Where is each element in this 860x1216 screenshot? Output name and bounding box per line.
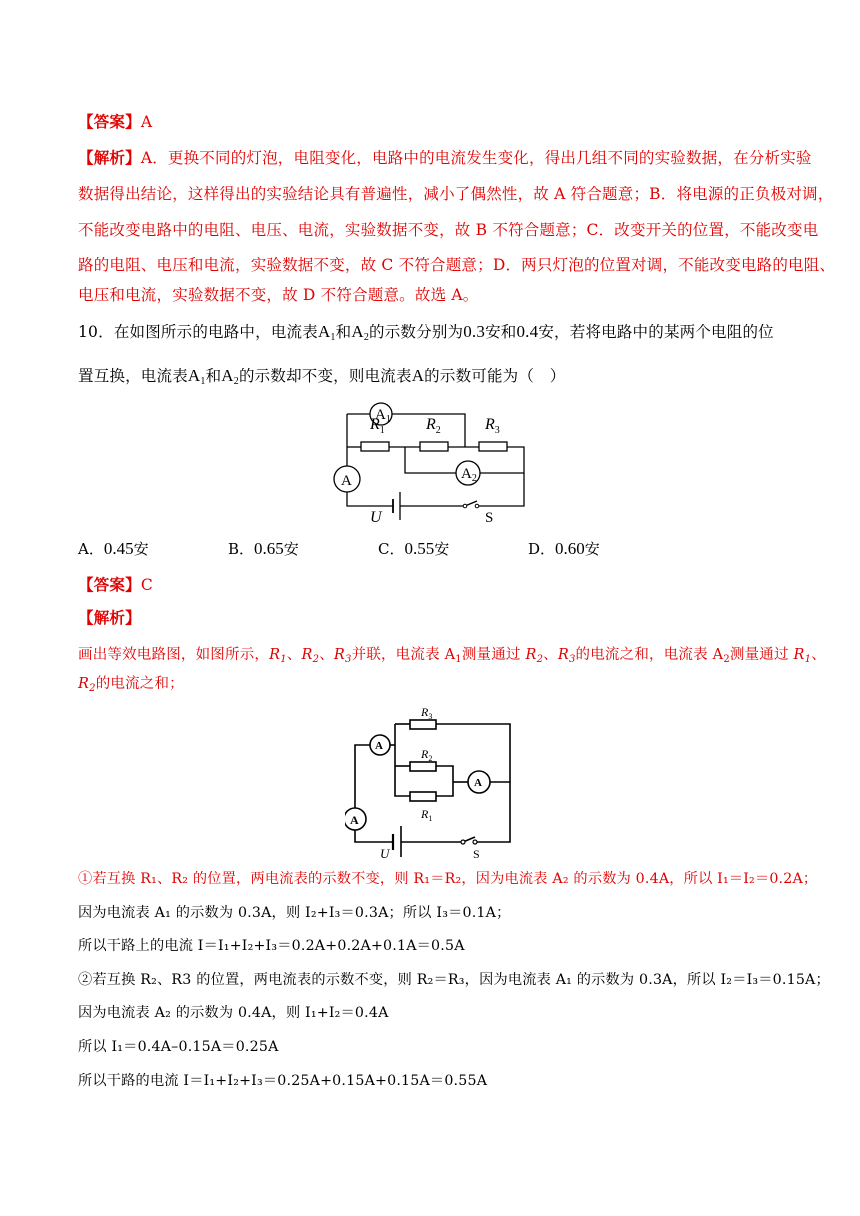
answer-tag: 【答案】 (78, 575, 141, 594)
question-number: 10． (78, 323, 114, 341)
fig1-r3-label: $R_3$ (485, 416, 500, 436)
analysis-line-2: $R_2$的电流之和； (78, 676, 184, 694)
fig2-ammeter-a-label: A (350, 813, 359, 827)
q-sym: A (317, 322, 331, 341)
fig2-r1-label: $R_1$ (421, 807, 433, 823)
prev-analysis-line-4: 路的电阻、电压和电流，实验数据不变，故 C 不符合题意；D．两只灯泡的位置对调，不能改变电路的电阻、 (78, 256, 836, 274)
fig2-u-label: U (380, 846, 390, 860)
q-text: 的示数却不变，则电流表 (238, 367, 412, 385)
case2-line-2: 因为电流表 A₂ 的示数为 0.4A，则 I₁+I₂＝0.4A (78, 1005, 389, 1021)
circuit-diagram-1 (325, 395, 535, 530)
prev-answer (78, 110, 152, 132)
case1-line-2: 因为电流表 A₁ 的示数为 0.3A，则 I₂+I₃＝0.3A；所以 I₃＝0.1A； (78, 905, 511, 921)
q-text: 安，若将电路中的某两个电阻的位 (538, 323, 774, 341)
case2-line-3: 所以 I₁＝0.4A–0.15A＝0.25A (78, 1039, 279, 1055)
prev-answer-value: A (140, 113, 153, 131)
analysis-text: 并联，电流表 A (351, 647, 456, 663)
q-sym: A (187, 366, 201, 385)
option-letter: B． (228, 540, 255, 558)
fig1-s-label: S (485, 510, 494, 526)
option-unit: 安 (283, 540, 299, 558)
fig1-r2-label: $R_2$ (426, 416, 441, 436)
q-sym: A (221, 366, 234, 385)
analysis-text: 、 (543, 647, 558, 663)
analysis-text: 画出等效电路图，如图所示， (78, 647, 270, 663)
q-text: 的示数可能为（ ） (424, 367, 566, 385)
answer-value: C (140, 576, 153, 594)
option-b (228, 538, 299, 559)
question-line-2 (78, 364, 565, 387)
option-value: 0.55 (404, 539, 435, 558)
q-sym: A (351, 322, 364, 341)
fig2-r3-label: $R_3$ (421, 705, 433, 721)
q-text: 的示数分别为 (369, 323, 464, 341)
case1-line-3: 所以干路上的电流 I＝I₁+I₂+I₃＝0.2A+0.2A+0.1A＝0.5A (78, 938, 465, 954)
prev-analysis-line-2: 数据得出结论，这样得出的实验结论具有普遍性，减小了偶然性，故 A 符合题意；B．将电源的正负极对调， (78, 185, 834, 203)
q-sub: 2 (363, 332, 370, 343)
option-letter: A． (78, 540, 104, 558)
fig2-ammeter-a2-label: A (474, 777, 482, 789)
option-a (78, 538, 149, 559)
fig2-r2-label: $R_2$ (421, 747, 433, 763)
q-text: 安和 (485, 323, 517, 341)
q-value: 0.3 (463, 322, 486, 341)
option-unit: 安 (584, 540, 600, 558)
prev-analysis-tag: 【解析】 (78, 148, 141, 167)
analysis-text: 测量通过 (461, 647, 521, 663)
q-text: 和 (205, 367, 222, 385)
q-sub: 1 (200, 376, 206, 387)
prev-analysis-line-1 (78, 146, 812, 168)
analysis-text: 的电流之和，电流表 A (575, 647, 724, 663)
option-letter: C． (378, 540, 405, 558)
analysis-text: 的电流之和； (95, 676, 184, 692)
fig1-r1-label: $R_1$ (370, 416, 385, 436)
analysis-text: 、 (811, 647, 826, 663)
option-unit: 安 (133, 540, 149, 558)
option-letter: D． (528, 540, 556, 558)
fig2-s-label: S (473, 847, 480, 860)
answer (78, 573, 153, 595)
q-sym: A (411, 366, 425, 385)
case2-line-4: 所以干路的电流 I＝I₁+I₂+I₃＝0.25A+0.15A+0.15A＝0.55A (78, 1073, 488, 1089)
option-d (528, 538, 600, 559)
question-line-1 (78, 320, 774, 343)
analysis-line-1: 画出等效电路图，如图所示，$R_1$、$R_2$、$R_3$并联，电流表 $A_1$测量通过 $R_2$、$R_3$的电流之和，电流表 $A_2$测量通过 $R_1$、 (78, 647, 826, 665)
analysis-text: 测量通过 (729, 647, 789, 663)
fig2-ammeter-a1-label: A (375, 740, 383, 752)
prev-analysis-text-1: A．更换不同的灯泡，电阻变化，电路中的电流发生变化，得出几组不同的实验数据，在分析实验 (140, 149, 812, 167)
prev-answer-tag: 【答案】 (78, 112, 141, 131)
fig1-ammeter-a2-label: $A_2$ (461, 466, 477, 484)
q-sub: 1 (330, 332, 336, 343)
prev-analysis-line-5: 电压和电流，实验数据不变，故 D 不符合题意。故选 A。 (78, 286, 479, 304)
q-text: 和 (335, 323, 352, 341)
analysis-text: 、 (319, 647, 334, 663)
fig1-ammeter-a-label: A (341, 473, 352, 489)
prev-analysis-line-3: 不能改变电路中的电阻、电压、电流，实验数据不变，故 B 不符合题意；C．改变开关的位置，不能改变电 (78, 221, 819, 239)
fig1-u-label: U (370, 509, 382, 526)
q-text: 在如图所示的电路中，电流表 (113, 323, 318, 341)
q-text: 置互换，电流表 (78, 367, 188, 385)
option-c (378, 538, 449, 559)
fig1-ammeter-a1-label: $A_1$ (375, 407, 391, 425)
q-value: 0.4 (516, 322, 539, 341)
case1-line-1: ①若互换 R₁、R₂ 的位置，两电流表的示数不变，则 R₁＝R₂，因为电流表 A₂ 的示数为 0.4A，所以 I₁＝I₂＝0.2A； (78, 871, 818, 887)
circuit-diagram-2 (345, 700, 520, 860)
analysis-text: 、 (286, 647, 302, 663)
option-unit: 安 (434, 540, 450, 558)
case2-line-1: ②若互换 R₂、R3 的位置，两电流表的示数不变，则 R₂＝R₃，因为电流表 A₁ 的示数为 0.3A，所以 I₂＝I₃＝0.15A； (78, 972, 830, 988)
q-sub: 2 (233, 376, 239, 387)
option-value: 0.45 (103, 539, 134, 558)
option-value: 0.60 (555, 539, 585, 558)
analysis-tag: 【解析】 (78, 608, 141, 627)
option-value: 0.65 (254, 539, 284, 558)
